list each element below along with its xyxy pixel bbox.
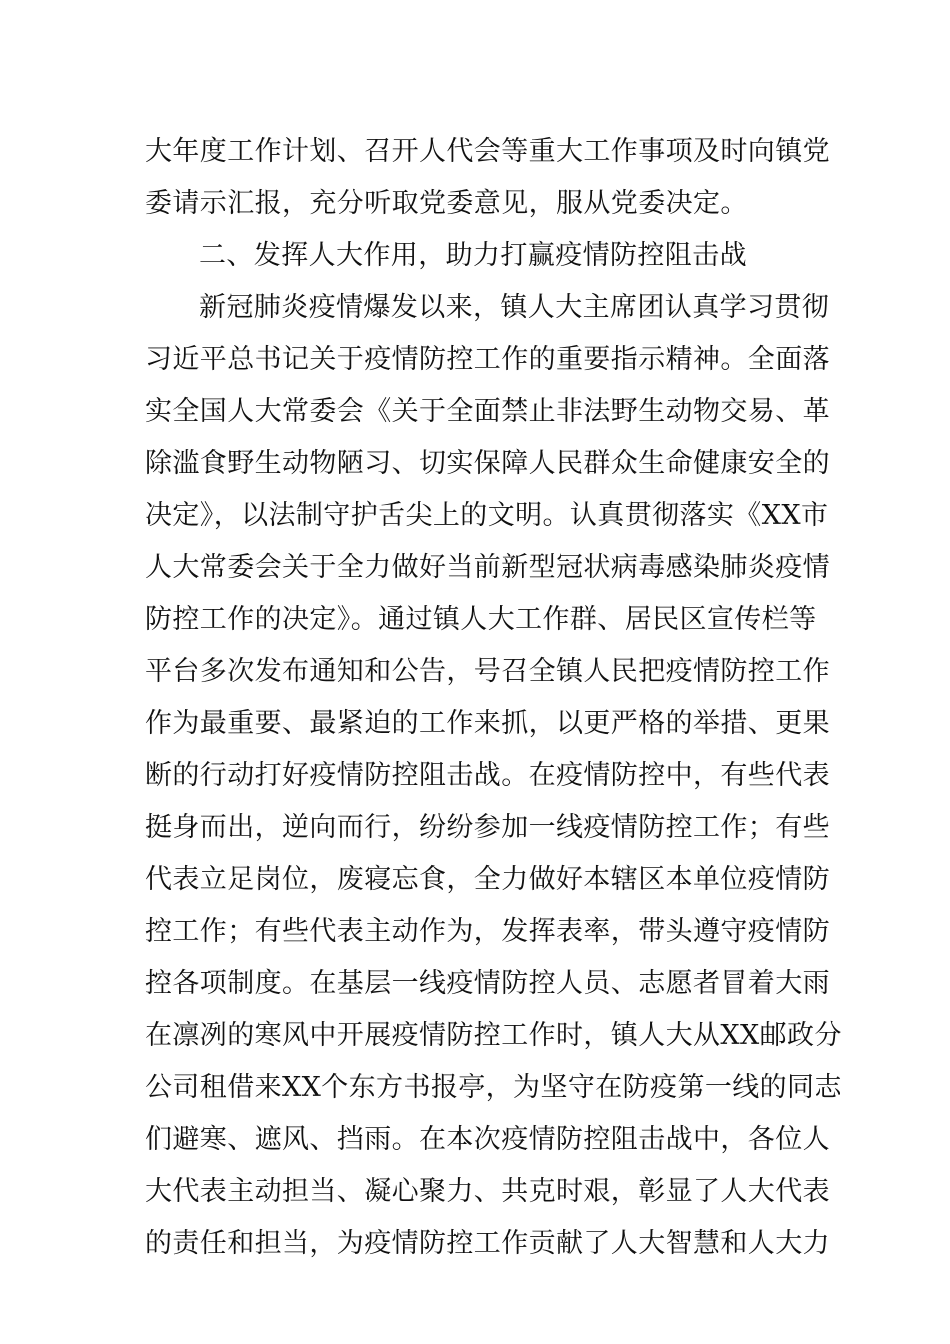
text-line: 们避寒、遮风、挡雨。在本次疫情防控阻击战中，各位人 — [145, 1124, 830, 1155]
text-line: 人大常委会关于全力做好当前新型冠状病毒感染肺炎疫情 — [145, 552, 830, 583]
section-heading: 二、发挥人大作用，助力打赢疫情防控阻击战 — [199, 240, 747, 271]
text-line: 防控工作的决定》。通过镇人大工作群、居民区宣传栏等 — [145, 604, 817, 635]
text-line: 委请示汇报，充分听取党委意见，服从党委决定。 — [145, 188, 748, 219]
text-line: 控各项制度。在基层一线疫情防控人员、志愿者冒着大雨 — [145, 968, 830, 999]
text-line: 实全国人大常委会《关于全面禁止非法野生动物交易、革 — [145, 396, 830, 427]
text-line: 习近平总书记关于疫情防控工作的重要指示精神。全面落 — [145, 344, 830, 375]
text-line: 决定》，以法制守护舌尖上的文明。认真贯彻落实《XX市 — [145, 500, 829, 531]
text-line: 大代表主动担当、凝心聚力、共克时艰，彰显了人大代表 — [145, 1176, 830, 1207]
text-line: 挺身而出，逆向而行，纷纷参加一线疫情防控工作；有些 — [145, 812, 830, 843]
text-line: 在凛冽的寒风中开展疫情防控工作时，镇人大从XX邮政分 — [145, 1020, 842, 1051]
text-line: 公司租借来XX个东方书报亭，为坚守在防疫第一线的同志 — [145, 1072, 842, 1103]
text-line: 平台多次发布通知和公告，号召全镇人民把疫情防控工作 — [145, 656, 830, 687]
text-line: 除滥食野生动物陋习、切实保障人民群众生命健康安全的 — [145, 448, 830, 479]
text-line: 代表立足岗位，废寝忘食，全力做好本辖区本单位疫情防 — [145, 864, 830, 895]
text-line: 控工作；有些代表主动作为，发挥表率，带头遵守疫情防 — [145, 916, 830, 947]
text-line: 的责任和担当，为疫情防控工作贡献了人大智慧和人大力 — [145, 1228, 830, 1259]
paragraph-first-line: 新冠肺炎疫情爆发以来，镇人大主席团认真学习贯彻 — [199, 292, 830, 323]
text-line: 大年度工作计划、召开人代会等重大工作事项及时向镇党 — [145, 136, 830, 167]
text-line: 作为最重要、最紧迫的工作来抓，以更严格的举措、更果 — [145, 708, 830, 739]
text-line: 断的行动打好疫情防控阻击战。在疫情防控中，有些代表 — [145, 760, 830, 791]
